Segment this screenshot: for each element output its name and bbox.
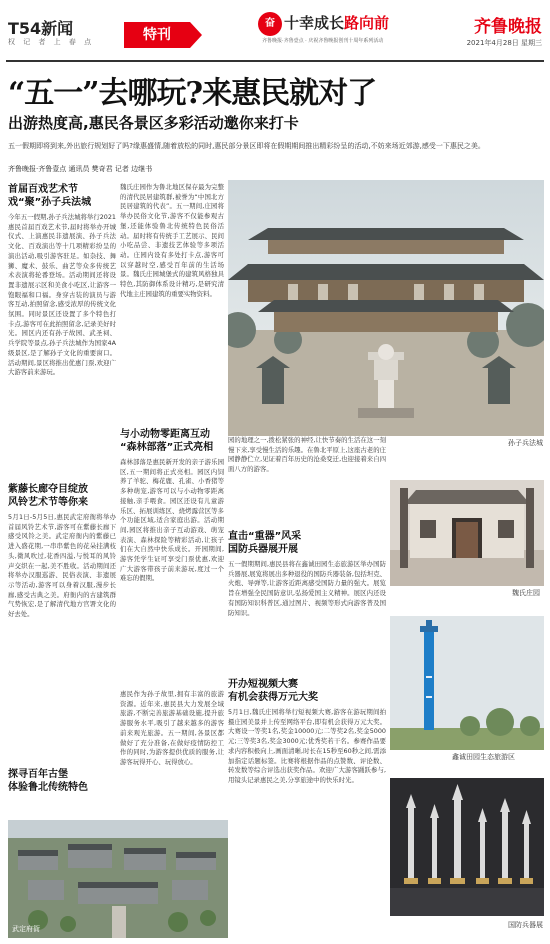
issue-date: 2021年4月28日 星期三: [466, 39, 542, 47]
masthead-rule: [6, 60, 544, 62]
caption-sunzi-city: 孙子兵法城: [508, 439, 543, 447]
photo-weapons-exhibit: [390, 778, 544, 916]
article-text-video-contest: 5月1日,魏氏庄园将举行短视频大赛,游客在游玩期间拍摄庄园美景并上传至网络平台,即有机会获得万元大奖。大赛设一等奖1名,奖金10000元;二等奖2名,奖金5000元;三等奖3名,奖金3000元;优秀奖若干名。参赛作品要求内容积极向上,画面清晰,时长在15秒至60秒之间,需添加指定话题标签。比赛将根据作品的点赞数、评论数、转发数等综合评选出获奖作品。欢迎广大游客踊跃参与,用镜头记录惠民之美,分享旅途中的快乐时光。: [228, 708, 386, 784]
photo-xincheng-tower: [390, 616, 544, 750]
photo-wuding-aerial: [8, 820, 228, 938]
page-editors: 权 记 者 上 春 点: [8, 38, 95, 46]
page-number: T54新闻: [8, 19, 74, 38]
section-tag: 特刊: [124, 22, 190, 48]
section-heading-forest: 与小动物零距离互动 “森林部落”正式亮相: [120, 429, 214, 453]
caption-xincheng: 鑫诚田园生态旅游区: [452, 753, 515, 761]
subheadline: 出游热度高,惠民各景区多彩活动邀你来打卡: [8, 114, 299, 132]
article-text-weishi-cont: 园的地理之一,拨松紧张的神经,让快节奏的生活在这一刻慢下来,享受慢生活的乐趣。在鲁北平原上,这座古老的庄园静静伫立,见证着百年历史的沧桑变迁,也迎接着来自四面八方的游客。: [228, 436, 386, 474]
lead-paragraph: 五一假期即将到来,外出旅行规划好了吗?缘惠盛情,随着放松的同时,惠民部分景区即将在假期期间推出精彩纷呈的活动,不妨来场近郊游,感受一下惠民之美。: [8, 142, 485, 150]
banner-subtitle: 齐鲁晚报·齐鲁壹点 · 庆祝齐鲁晚报创刊十周年系列活动: [262, 38, 384, 44]
banner-title-b: 路向前: [344, 14, 390, 32]
article-text-weapons: 五一假期期间,惠民县将在鑫诚田园生态旅游区举办国防兵器展,展览将展出多种退役的国防兵器装备,包括坦克、火炮、导弹等,让游客近距离感受国防力量的强大。展览旨在增强全民国防意识,弘扬爱国主义精神。展区内还设有国防知识科普区,通过图片、视频等形式向游客普及国防知识。: [228, 560, 386, 617]
banner-title-a: 十幸成长: [284, 14, 345, 32]
article-text-wisteria: 5月1日-5月5日,惠民武定府衙将举办首届风铃艺术节,游客可在紫藤长廊下感受风铃之美。武定府衙内的紫藤已进入盛花期,一串串紫色的花朵挂满枝头,微风吹过,花香四溢,与悦耳的风铃声交织在一起,美不胜收。活动期间还将举办汉服巡游、民俗表演、非遗展示等活动,游客可以身着汉服,漫步长廊,感受古典之美。府衙内的古建筑群气势恢宏,是了解清代地方官署文化的好去处。: [8, 513, 116, 619]
headline: “五一”去哪玩?来惠民就对了: [8, 76, 377, 111]
newspaper-brand: 齐鲁晚报: [474, 17, 542, 37]
caption-wuding: 武定府衙: [12, 925, 40, 933]
article-text-overview: 惠民作为孙子故里,拥有丰富的旅游资源。近年来,惠民县大力发展全域旅游,不断完善旅游基础设施,提升旅游服务水平,吸引了越来越多的游客前来观光旅游。五一期间,各景区都做好了充分准备,在做好疫情防控工作的同时,为游客提供优质的服务,让游客玩得开心、玩得放心。: [120, 690, 224, 766]
banner-title: [284, 12, 389, 33]
byline: 齐鲁晚报·齐鲁壹点 通讯员 樊奇君 记者 边继书: [8, 165, 153, 173]
caption-weishi-manor: 魏氏庄园: [512, 589, 540, 597]
masthead: [0, 0, 550, 62]
section-heading-castle: 探寻百年古堡 体验鲁北传统特色: [8, 769, 88, 793]
section-heading-weapons: 直击“重器”风采 国防兵器展开展: [228, 531, 302, 555]
article-text-sunzi: 今年五一假期,孙子兵法城将举行2021惠民首届百戏艺术节,届时将举办开城仪式、上演惠民非遗展演、孙子兵法文化、百戏演出等十几项精彩纷呈的演出活动,吸引游客驻足。如杂技、舞狮、魔术、鼓乐、曲艺等众多传统艺术表演将轮番登场。活动期间还将设置非遗展示区和美食小吃区,让游客一饱眼福和口福。身穿古装的演员与游客互动,拍照留念,感受浓厚的传统文化氛围。同时景区还设置了多个特色打卡点,游客可在此拍照留念,记录美好时光。园区内还有孙子故园、武圣祠、兵学院等景点,孙子兵法城作为国家4A级景区,是了解孙子文化的重要窗口。活动期间,景区将推出优惠门票,欢迎广大游客前来游玩。: [8, 213, 116, 377]
article-text-weishi: 魏氏庄园作为鲁北地区保存最为完整的清代民居建筑群,被誉为“中国北方民居建筑的代表”。五一期间,庄园将举办民俗文化节,游客不仅能参观古堡,还能体验鲁北传统特色民俗活动。届时将有传统手工艺展示、民间小吃品尝、非遗技艺体验等多项活动。庄园内设有多处打卡点,游客可以穿越时空,感受百年前的生活场景。魏氏庄园城堡式的建筑风格独具特色,其防御体系设计精巧,是研究清代地主庄园建筑的重要实物资料。: [120, 183, 224, 298]
photo-weishi-manor: [390, 480, 544, 586]
anniversary-logo-icon: 奋: [258, 12, 282, 36]
section-heading-wisteria: 紫藤长廊夺目绽放 风铃艺术节等你来: [8, 484, 88, 508]
section-heading-video-contest: 开办短视频大赛 有机会获得万元大奖: [228, 679, 318, 703]
caption-weapons: 国防兵器展: [508, 921, 543, 929]
section-heading-sunzi: 首届百戏艺术节 戏“聚”孙子兵法城: [8, 184, 92, 208]
article-text-forest: 森林部落是惠民新开发的亲子游乐园区,五一期间将正式亮相。园区内饲养了羊驼、梅花鹿、孔雀、小香猪等多种萌宠,游客可以与小动物零距离接触,亲手喂食。园区还设有儿童游乐区、拓展训练区、烧烤露营区等多个功能区域,适合家庭出游。活动期间,园区将推出亲子互动游戏、萌宠表演、森林探险等精彩活动,让孩子们在大自然中快乐成长。开园期间,游客凭学生证可享受门票优惠,欢迎广大游客带孩子前来游玩,度过一个难忘的假期。: [120, 458, 224, 583]
photo-sunzi-city: [228, 180, 544, 436]
